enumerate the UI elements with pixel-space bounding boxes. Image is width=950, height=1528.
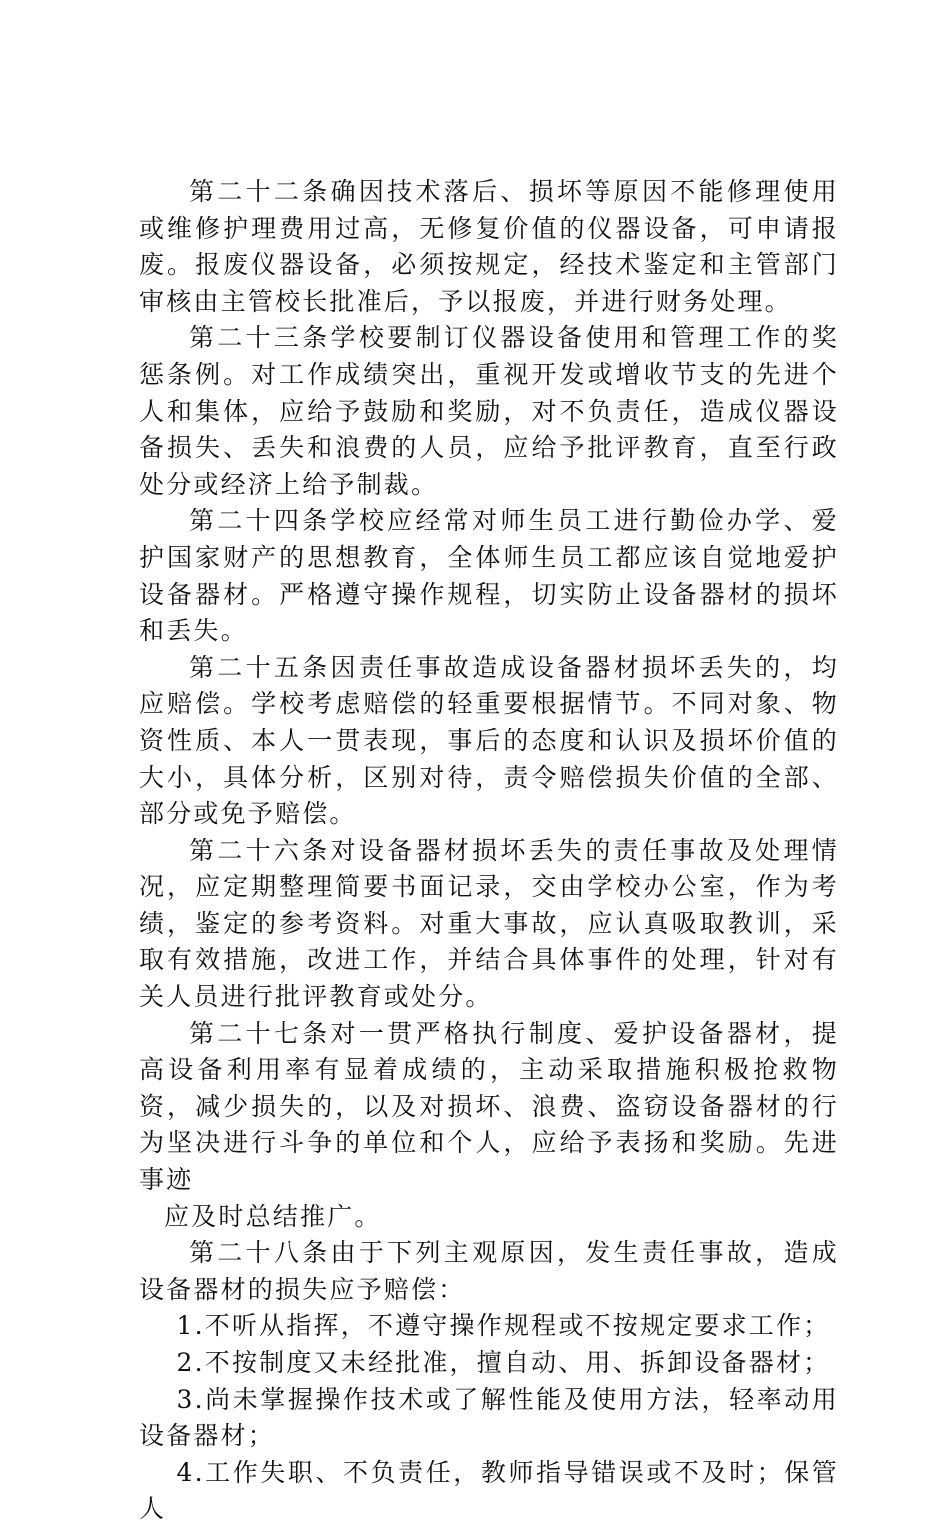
- article-27-paragraph: 第二十七条对一贯严格执行制度、爱护设备器材，提高设备利用率有显着成绩的，主动采取措施积极抢救物资，减少损失的，以及对损坏、浪费、盗窃设备器材的行为坚决进行斗争的单位和个人，应给予表扬和奖励。先进事迹: [139, 1018, 839, 1195]
- article-22-paragraph: 第二十二条确因技术落后、损坏等原因不能修理使用或维修护理费用过高，无修复价值的仪器设备，可申请报废。报废仪器设备，必须按规定，经技术鉴定和主管部门审核由主管校长批准后，予以报废，并进行财务处理。: [139, 177, 839, 316]
- article-26-paragraph: 第二十六条对设备器材损坏丢失的责任事故及处理情况，应定期整理简要书面记录，交由学校办公室，作为考绩，鉴定的参考资料。对重大事故，应认真吸取教训，采取有效措施，改进工作，并结合具体事件的处理，针对有关人员进行批评教育或处分。: [139, 835, 839, 1012]
- article-24-paragraph: 第二十四条学校应经常对师生员工进行勤俭办学、爱护国家财产的思想教育，全体师生员工都应该自觉地爱护设备器材。严格遵守操作规程，切实防止设备器材的损坏和丢失。: [139, 506, 839, 646]
- list-item-4: 4.工作失职、不负责任，教师指导错误或不及时；保管人: [139, 1457, 839, 1524]
- article-23-paragraph: 第二十三条学校要制订仪器设备使用和管理工作的奖惩条例。对工作成绩突出，重视开发或增收节支的先进个人和集体，应给予鼓励和奖励，对不负责任，造成仪器设备损失、丢失和浪费的人员，应给予批评教育，直至行政处分或经济上给予制裁。: [139, 323, 839, 499]
- list-item-1: 1.不听从指挥，不遵守操作规程或不按规定要求工作；: [176, 1311, 831, 1341]
- article-27-continuation: 应及时总结推广。: [164, 1201, 382, 1231]
- list-item-2: 2.不按制度又未经批准，擅自动、用、拆卸设备器材；: [176, 1348, 831, 1377]
- document-body: [139, 174, 839, 1528]
- article-25-paragraph: 第二十五条因责任事故造成设备器材损坏丢失的，均应赔偿。学校考虑赔偿的轻重要根据情节。不同对象、物资性质、本人一贯表现，事后的态度和认识及损坏价值的大小，具体分析，区别对待，责令赔偿损失价值的全部、部分或免予赔偿。: [139, 652, 839, 829]
- list-item-3: 3.尚未掌握操作技术或了解性能及使用方法，轻率动用设备器材；: [139, 1384, 839, 1451]
- article-28-paragraph: 第二十八条由于下列主观原因，发生责任事故，造成设备器材的损失应予赔偿：: [139, 1238, 839, 1304]
